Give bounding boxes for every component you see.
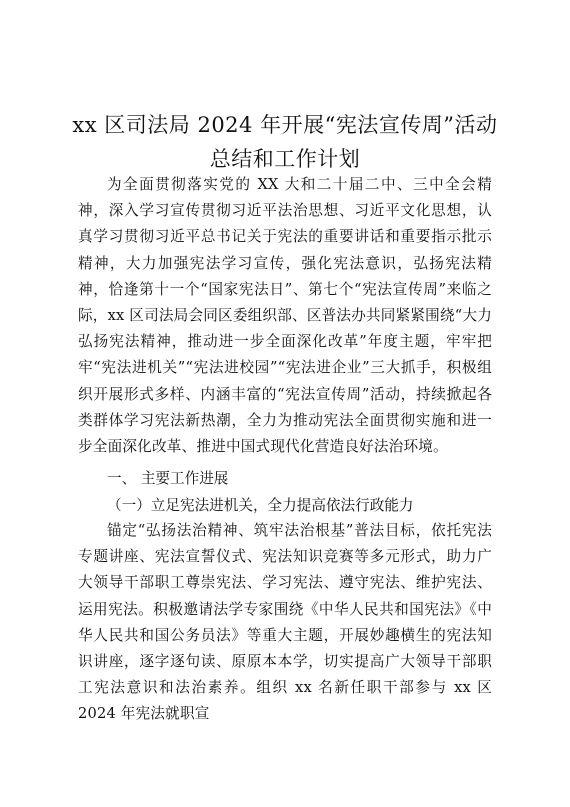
document-title: xx 区司法局 2024 年开展“宪法宣传周”活动总结和工作计划	[72, 113, 498, 171]
subsection-heading: （一）立足宪法进机关，全力提高依法行政能力	[107, 497, 414, 514]
body-paragraph: 锚定“弘扬法治精神、筑牢法治根基”普法目标，依托宪法专题讲座、宪法宣誓仪式、宪法知识竞赛等多元形式，助力广大领导干部职工尊崇宪法、学习宪法、遵守宪法、维护宪法、运用宪法。积极邀请法学专家围绕《中华人民共和国宪法》《中华人民共和国公务员法》等重大主题，开展妙趣横生的宪法知识讲座，逐字逐句读、原原本本学，切实提高广大领导干部职工宪法意识和法治素养。组织 xx 名新任职干部参与 xx 区 2024 年宪法就职宣	[78, 522, 492, 723]
section-heading: 一、 主要工作进展	[107, 470, 229, 487]
intro-paragraph: 为全面贯彻落实党的 XX 大和二十届二中、三中全会精神，深入学习宣传贯彻习近平法治思想、习近平文化思想，认真学习贯彻习近平总书记关于宪法的重要讲话和重要指示批示精神，大力加强宪法学习宣传，强化宪法意识，弘扬宪法精神，恰逢第十一个“国家宪法日”、第七个“宪法宣传周”来临之际，xx 区司法局会同区委组织部、区普法办共同紧紧围绕“大力弘扬宪法精神，推动进一步全面深化改革”年度主题，牢牢把牢“宪法进机关”“宪法进校园”“宪法进企业”三大抓手，积极组织开展形式多样、内涵丰富的“宪法宣传周”活动，持续掀起各类群体学习宪法新热潮，全力为推动宪法全面贯彻实施和进一步全面深化改革、推进中国式现代化营造良好法治环境。	[78, 176, 493, 456]
